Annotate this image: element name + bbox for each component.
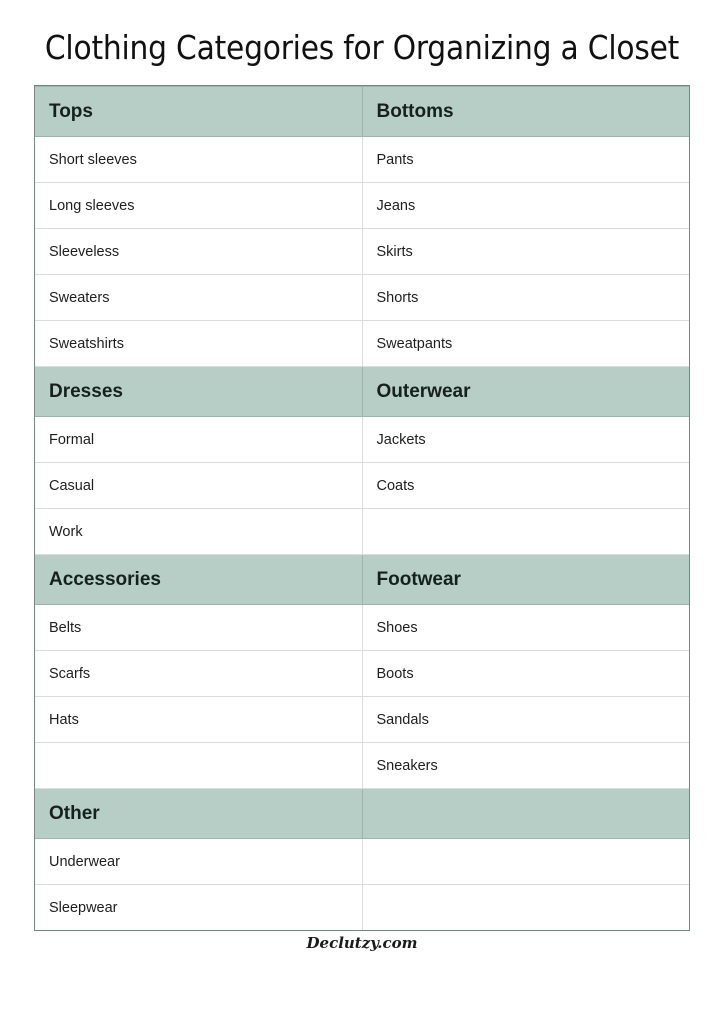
table-row (35, 839, 689, 885)
section-header-row (35, 555, 689, 605)
table-row (35, 321, 689, 367)
item-cell-left[interactable]: Underwear (35, 839, 362, 885)
table-row (35, 651, 689, 697)
table-row (35, 697, 689, 743)
item-cell-right[interactable]: Coats (362, 463, 689, 509)
item-cell-right[interactable]: Boots (362, 651, 689, 697)
item-cell-left[interactable]: Sleepwear (35, 885, 362, 931)
section-header-left: Other (35, 789, 362, 839)
item-cell-left[interactable]: Hats (35, 697, 362, 743)
item-cell-left[interactable] (35, 743, 362, 789)
item-cell-left[interactable]: Formal (35, 417, 362, 463)
table-row (35, 275, 689, 321)
item-cell-left[interactable]: Sweatshirts (35, 321, 362, 367)
item-cell-right[interactable]: Pants (362, 137, 689, 183)
item-cell-right[interactable]: Jackets (362, 417, 689, 463)
clothing-categories-table (35, 86, 689, 930)
item-cell-right[interactable] (362, 509, 689, 555)
item-cell-right[interactable]: Sneakers (362, 743, 689, 789)
item-cell-right[interactable]: Shoes (362, 605, 689, 651)
section-header-left: Tops (35, 87, 362, 137)
table-row (35, 183, 689, 229)
section-header-right: Footwear (362, 555, 689, 605)
table-body (35, 87, 689, 931)
item-cell-right[interactable]: Skirts (362, 229, 689, 275)
item-cell-left[interactable]: Belts (35, 605, 362, 651)
table-row (35, 229, 689, 275)
section-header-row (35, 367, 689, 417)
item-cell-right[interactable] (362, 885, 689, 931)
item-cell-left[interactable]: Short sleeves (35, 137, 362, 183)
section-header-right: Outerwear (362, 367, 689, 417)
table-row (35, 463, 689, 509)
table-row (35, 743, 689, 789)
section-header-left: Dresses (35, 367, 362, 417)
item-cell-right[interactable]: Sandals (362, 697, 689, 743)
table-row (35, 509, 689, 555)
item-cell-left[interactable]: Scarfs (35, 651, 362, 697)
item-cell-right[interactable]: Sweatpants (362, 321, 689, 367)
item-cell-right[interactable]: Shorts (362, 275, 689, 321)
item-cell-left[interactable]: Work (35, 509, 362, 555)
section-header-right: Bottoms (362, 87, 689, 137)
item-cell-left[interactable]: Long sleeves (35, 183, 362, 229)
item-cell-left[interactable]: Casual (35, 463, 362, 509)
clothing-categories-table-wrap (34, 85, 690, 931)
table-row (35, 417, 689, 463)
item-cell-right[interactable] (362, 839, 689, 885)
section-header-right (362, 789, 689, 839)
table-row (35, 137, 689, 183)
item-cell-right[interactable]: Jeans (362, 183, 689, 229)
section-header-left: Accessories (35, 555, 362, 605)
item-cell-left[interactable]: Sleeveless (35, 229, 362, 275)
table-row (35, 605, 689, 651)
item-cell-left[interactable]: Sweaters (35, 275, 362, 321)
section-header-row (35, 87, 689, 137)
section-header-row (35, 789, 689, 839)
page-title: Clothing Categories for Organizing a Closet (44, 28, 680, 67)
footer-credit: Declutzy.com (306, 934, 418, 952)
table-row (35, 885, 689, 931)
